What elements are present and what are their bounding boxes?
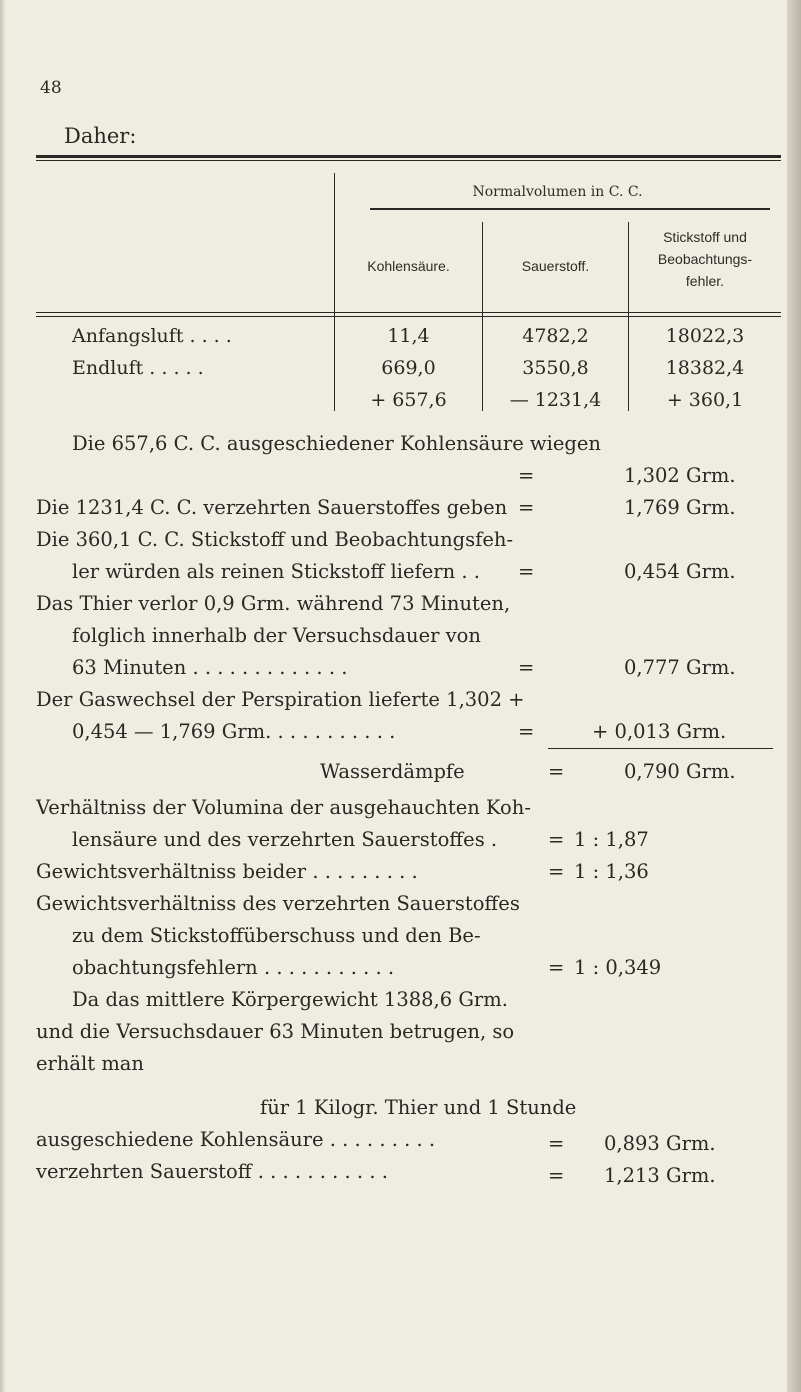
- value: 0,893 Grm.: [604, 1132, 716, 1155]
- cell-difference: + 360,1: [666, 389, 744, 411]
- text-line: Verhältniss der Volumina der ausgehauchten Koh-: [36, 796, 531, 819]
- equals-sign: =: [548, 1132, 565, 1155]
- group-header-rule: [370, 208, 770, 210]
- intro-text: Daher:: [64, 124, 137, 148]
- text-line: Gewichtsverhältniss des verzehrten Sauerstoffes: [36, 892, 520, 915]
- text-line: lensäure und des verzehrten Sauerstoffes .: [72, 828, 498, 851]
- text-line: obachtungsfehlern . . . . . . . . . . .: [72, 956, 395, 979]
- ratio-value: 1 : 1,36: [574, 860, 649, 883]
- text-line: Die 360,1 C. C. Stickstoff und Beobachtungsfeh-: [36, 528, 514, 551]
- cell: 18022,3: [665, 325, 745, 347]
- equals-sign: =: [518, 560, 535, 583]
- cell: 3550,8: [522, 357, 589, 379]
- text-line: Die 657,6 C. C. ausgeschiedener Kohlensäure wiegen: [72, 432, 601, 455]
- equals-sign: =: [548, 828, 565, 851]
- table-top-rule-thin: [36, 160, 781, 161]
- text-line: für 1 Kilogr. Thier und 1 Stunde: [260, 1096, 577, 1119]
- cell: 4782,2: [522, 325, 589, 347]
- cell: 11,4: [387, 325, 430, 347]
- value: 1,769 Grm.: [624, 496, 736, 519]
- equals-sign: =: [518, 656, 535, 679]
- value: 0,790 Grm.: [624, 760, 736, 783]
- column-header-kohlensaeure: Kohlensäure.: [367, 258, 450, 274]
- value: 0,454 Grm.: [624, 560, 736, 583]
- text-line: 63 Minuten . . . . . . . . . . . . .: [72, 656, 348, 679]
- text-line: Da das mittlere Körpergewicht 1388,6 Grm.: [72, 988, 508, 1011]
- value: 1,302 Grm.: [624, 464, 736, 487]
- text-line: Der Gaswechsel der Perspiration lieferte 1,302 +: [36, 688, 525, 711]
- equals-sign: =: [548, 860, 565, 883]
- value: 1,213 Grm.: [604, 1164, 716, 1187]
- text-line: ausgeschiedene Kohlensäure . . . . . . . . .: [36, 1128, 436, 1151]
- row-label-endluft: Endluft . . . . .: [72, 357, 204, 379]
- ratio-value: 1 : 0,349: [574, 956, 662, 979]
- text-line: Die 1231,4 C. C. verzehrten Sauerstoffes geben: [36, 496, 508, 519]
- row-label-anfangsluft: Anfangsluft . . . .: [72, 325, 232, 347]
- column-header-stickstoff: Stickstoff und Beobachtungs- fehler.: [657, 229, 753, 289]
- text-line: zu dem Stickstoffüberschuss und den Be-: [72, 924, 481, 947]
- text-line: erhält man: [36, 1052, 144, 1075]
- value: + 0,013 Grm.: [592, 720, 727, 743]
- header-rule-1: [36, 312, 781, 313]
- text-line: folglich innerhalb der Versuchsdauer von: [72, 624, 481, 647]
- group-header: Normalvolumen in C. C.: [472, 184, 643, 200]
- value: 0,777 Grm.: [624, 656, 736, 679]
- text-line: Gewichtsverhältniss beider . . . . . . . . .: [36, 860, 418, 883]
- page-shadow-right: [787, 0, 801, 1392]
- ratio-value: 1 : 1,87: [574, 828, 649, 851]
- column-header-sauerstoff: Sauerstoff.: [521, 258, 590, 274]
- cell-difference: + 657,6: [370, 389, 447, 411]
- equals-sign: =: [518, 496, 535, 519]
- equals-sign: =: [548, 760, 565, 783]
- equals-sign: =: [518, 464, 535, 487]
- equals-sign: =: [518, 720, 535, 743]
- header-rule-2: [36, 316, 781, 317]
- text-line: und die Versuchsdauer 63 Minuten betrugen, so: [36, 1020, 515, 1043]
- cell: 18382,4: [665, 357, 745, 379]
- text-line: verzehrten Sauerstoff . . . . . . . . . . .: [36, 1160, 388, 1183]
- equals-sign: =: [548, 956, 565, 979]
- page-number: 48: [40, 78, 62, 98]
- text-line: ler würden als reinen Stickstoff liefern . .: [72, 560, 480, 583]
- sum-rule: [548, 748, 773, 749]
- page-shadow-left: [0, 0, 6, 1392]
- text-line: Wasserdämpfe: [320, 760, 465, 783]
- cell-difference: — 1231,4: [509, 389, 602, 411]
- cell: 669,0: [381, 357, 436, 379]
- table-top-rule: [36, 155, 781, 158]
- equals-sign: =: [548, 1164, 565, 1187]
- text-line: 0,454 — 1,769 Grm. . . . . . . . . . .: [72, 720, 396, 743]
- text-line: Das Thier verlor 0,9 Grm. während 73 Minuten,: [36, 592, 511, 615]
